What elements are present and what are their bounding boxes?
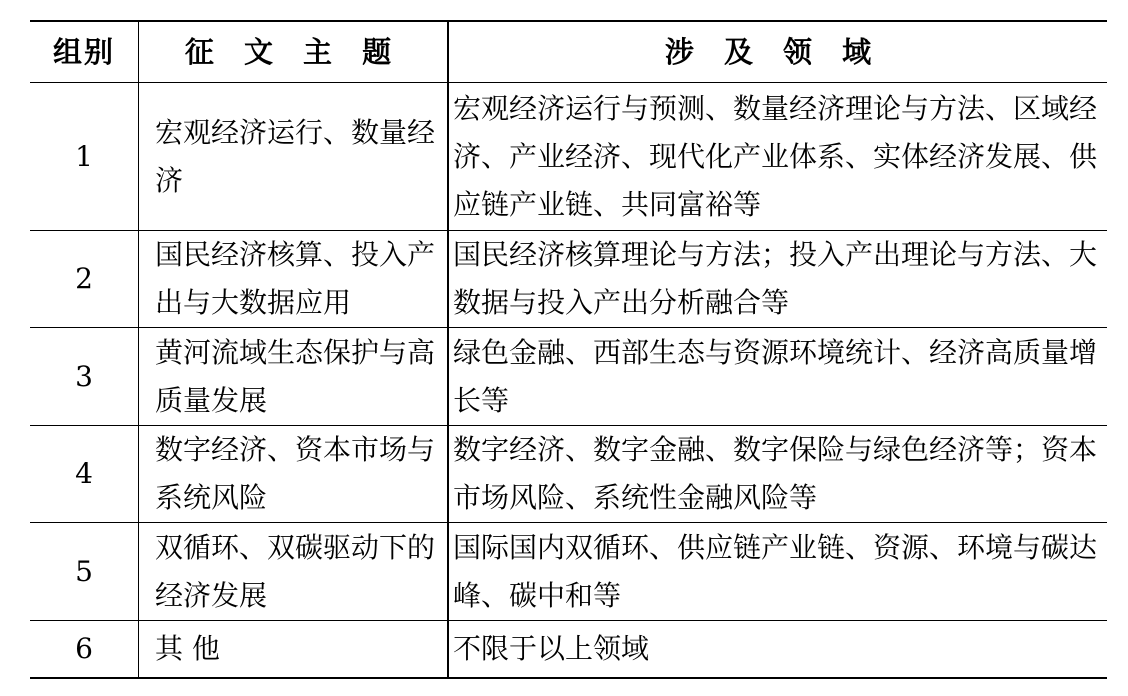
row-6-fields [449, 621, 1107, 677]
row-2-fields [449, 231, 1107, 328]
row-4-group: 4 [30, 426, 139, 523]
row-4-fields-text: 数字经济、数字金融、数字保险与绿色经济等；资本市场风险、系统性金融风险等 [453, 433, 1098, 514]
row-5-group: 5 [30, 523, 139, 621]
row-4-theme [139, 426, 449, 523]
row-3-theme [139, 328, 449, 426]
row-2-group: 2 [30, 231, 139, 328]
header-theme: 征 文 主 题 [139, 22, 449, 83]
row-1-theme [139, 83, 449, 231]
row-5-fields-text: 国际国内双循环、供应链产业链、资源、环境与碳达峰、碳中和等 [453, 530, 1098, 612]
row-4-fields [449, 426, 1107, 523]
row-3-theme-text: 黄河流域生态保护与高质量发展 [155, 335, 436, 417]
header-fields: 涉 及 领 域 [449, 22, 1107, 83]
topic-table [30, 20, 1107, 679]
row-5-theme [139, 523, 449, 621]
row-1-theme-text: 宏观经济运行、数量经济 [155, 115, 436, 197]
row-2-fields-text: 国民经济核算理论与方法；投入产出理论与方法、大数据与投入产出分析融合等 [453, 238, 1098, 319]
row-1-fields-text: 宏观经济运行与预测、数量经济理论与方法、区域经济、产业经济、现代化产业体系、实体经济发展、供应链产业链、共同富裕等 [453, 91, 1098, 221]
row-1-fields [449, 83, 1107, 231]
row-5-fields [449, 523, 1107, 621]
row-6-fields-text: 不限于以上领域 [453, 632, 650, 665]
row-2-theme-text: 国民经济核算、投入产出与大数据应用 [155, 238, 436, 319]
row-6-group: 6 [30, 621, 139, 677]
row-6-theme [139, 621, 449, 677]
row-3-group: 3 [30, 328, 139, 426]
row-3-fields-text: 绿色金融、西部生态与资源环境统计、经济高质量增长等 [453, 335, 1098, 417]
row-6-theme-text: 其 他 [155, 632, 220, 665]
row-5-theme-text: 双循环、双碳驱动下的经济发展 [155, 530, 436, 612]
row-2-theme [139, 231, 449, 328]
row-1-group: 1 [30, 83, 139, 231]
row-4-theme-text: 数字经济、资本市场与系统风险 [155, 433, 436, 514]
row-3-fields [449, 328, 1107, 426]
header-group: 组别 [30, 22, 139, 83]
